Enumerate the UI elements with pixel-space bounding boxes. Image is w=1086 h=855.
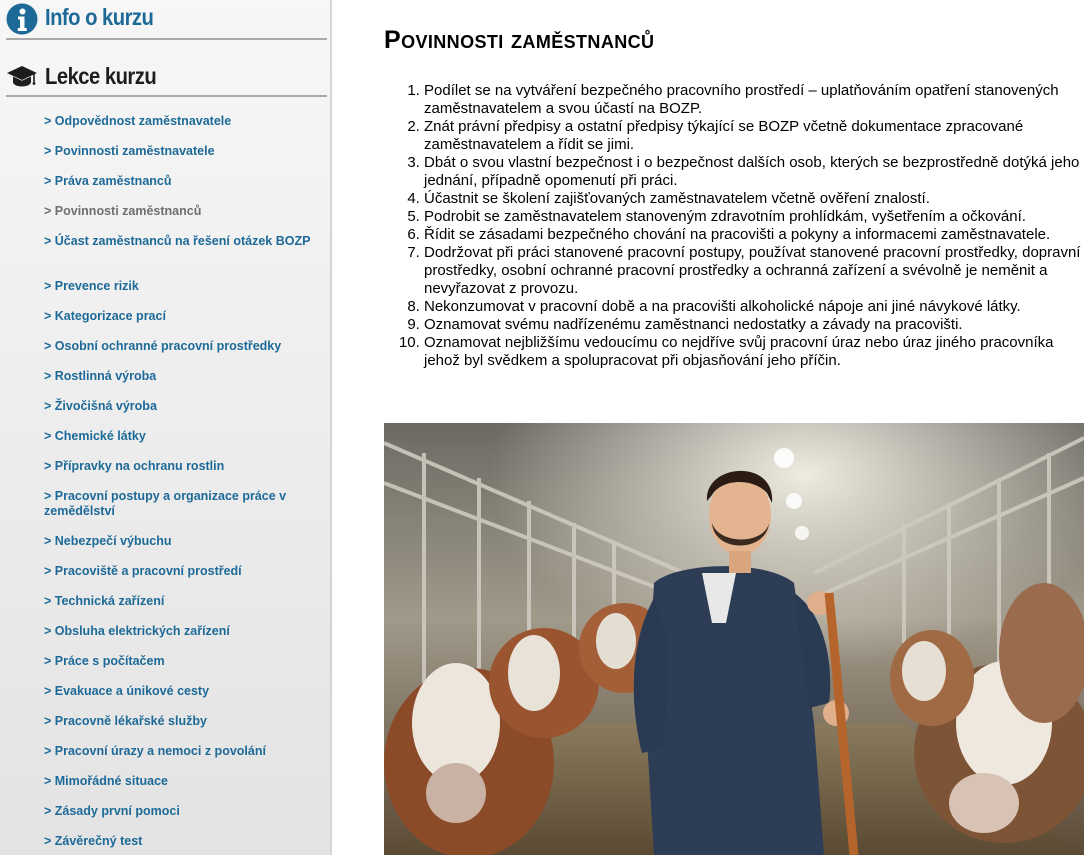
lesson-link[interactable]: > Technická zařízení (44, 594, 165, 608)
lesson-link[interactable]: > Mimořádné situace (44, 774, 168, 788)
info-circle-icon (6, 3, 38, 39)
lesson-link[interactable]: > Povinnosti zaměstnanců (44, 204, 202, 218)
duty-item: 1. Podílet se na vytváření bezpečného pracovního prostředí – uplatňováním opatření stanovených zaměstnavatelem a svou účastí na BOZP. (424, 82, 1084, 118)
lesson-link[interactable]: > Odpovědnost zaměstnavatele (44, 114, 232, 128)
lesson-link[interactable]: > Pracovní úrazy a nemoci z povolání (44, 744, 266, 758)
lesson-link[interactable]: > Závěrečný test (44, 834, 143, 848)
lesson-link[interactable]: > Zásady první pomoci (44, 804, 180, 818)
lesson-link[interactable]: > Pracoviště a pracovní prostředí (44, 564, 242, 578)
lesson-link[interactable]: > Rostlinná výroba (44, 369, 157, 383)
lesson-link[interactable]: > Pracovně lékařské služby (44, 714, 207, 728)
lesson-link[interactable]: > Prevence rizik (44, 279, 139, 293)
course-info-title[interactable]: Info o kurzu (45, 4, 154, 30)
duty-item: 7. Dodržovat při práci stanovené pracovní postupy, používat stanovené pracovní prostředky, dopravní prostředky, osobní ochranné pracovní prostředky a ochranná zařízení a svévolně je neměnit a nevyřazovat z provozu. (424, 244, 1084, 298)
graduation-cap-icon (6, 63, 38, 93)
course-lessons-title: Lekce kurzu (45, 63, 157, 89)
farmer-cowshed-photo (384, 423, 1084, 855)
lesson-link[interactable]: > Práce s počítačem (44, 654, 165, 668)
lesson-link[interactable]: > Obsluha elektrických zařízení (44, 624, 230, 638)
lesson-link[interactable]: > Přípravky na ochranu rostlin (44, 459, 225, 473)
duties-list (384, 82, 1084, 370)
duty-item: 2. Znát právní předpisy a ostatní předpisy týkající se BOZP včetně dokumentace zpracované zaměstnavatelem a řídit se jimi. (424, 118, 1084, 154)
lesson-link[interactable]: > Nebezpečí výbuchu (44, 534, 172, 548)
duty-item: 9. Oznamovat svému nadřízenému zaměstnanci nedostatky a závady na pracovišti. (424, 316, 1084, 334)
duty-item: 4. Účastnit se školení zajišťovaných zaměstnavatelem včetně ověření znalostí. (424, 190, 1084, 208)
lesson-link[interactable]: > Chemické látky (44, 429, 146, 443)
page-title: Povinnosti zaměstnanců (384, 26, 655, 54)
duty-item: 10. Oznamovat nejbližšímu vedoucímu co nejdříve svůj pracovní úraz nebo úraz jiného pracovníka jehož byl svědkem a spolupracovat při objasňování jeho příčin. (424, 334, 1084, 370)
course-info-header[interactable] (6, 0, 327, 40)
lesson-link[interactable]: > Pracovní postupy a organizace práce v zemědělství (44, 489, 287, 518)
lesson-link[interactable]: > Živočišná výroba (44, 399, 157, 413)
lesson-link[interactable]: > Práva zaměstnanců (44, 174, 172, 188)
lesson-link[interactable]: > Kategorizace prací (44, 309, 166, 323)
lesson-link[interactable]: > Osobní ochranné pracovní prostředky (44, 339, 282, 353)
lesson-link[interactable]: > Účast zaměstnanců na řešení otázek BOZP (44, 234, 311, 248)
duty-item: 6. Řídit se zásadami bezpečného chování na pracovišti a pokyny a informacemi zaměstnavatele. (424, 226, 1084, 244)
course-lessons-header (6, 57, 327, 97)
duty-item: 8. Nekonzumovat v pracovní době a na pracovišti alkoholické nápoje ani jiné návykové látky. (424, 298, 1084, 316)
duty-item: 5. Podrobit se zaměstnavatelem stanoveným zdravotním prohlídkám, vyšetřením a očkování. (424, 208, 1084, 226)
sidebar (0, 0, 332, 855)
lesson-link[interactable]: > Evakuace a únikové cesty (44, 684, 210, 698)
lesson-link[interactable]: > Povinnosti zaměstnavatele (44, 144, 215, 158)
duty-item: 3. Dbát o svou vlastní bezpečnost i o bezpečnost dalších osob, kterých se bezprostředně dotýká jeho jednání, případně opomenutí při práci. (424, 154, 1084, 190)
